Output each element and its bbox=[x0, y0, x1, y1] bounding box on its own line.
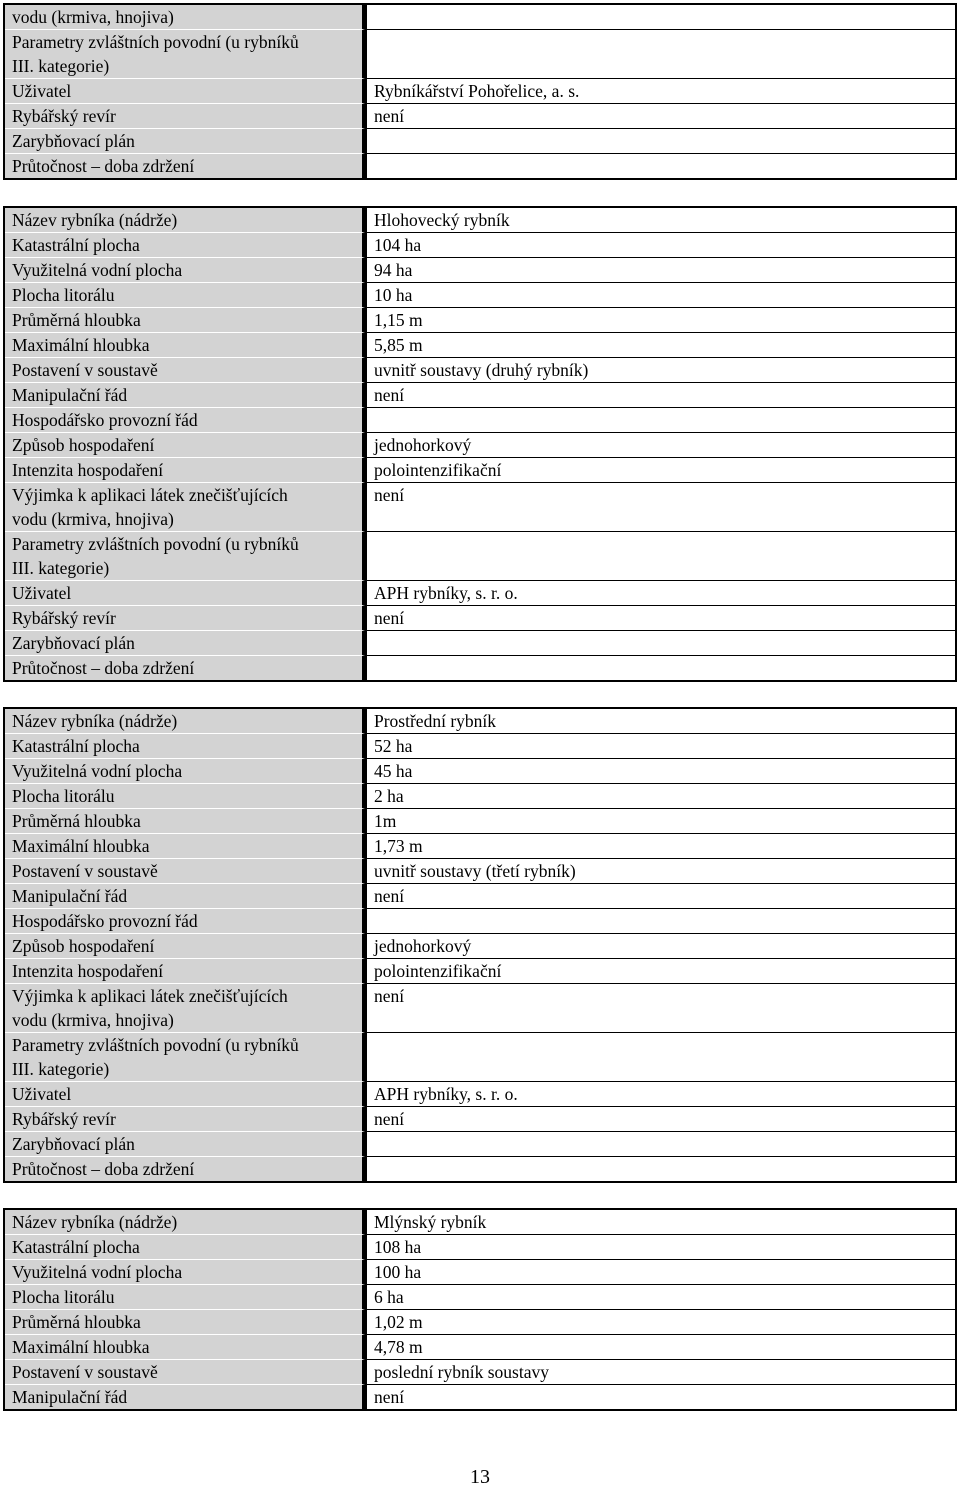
row-value: 45 ha bbox=[365, 758, 955, 783]
table-row bbox=[5, 1234, 955, 1259]
row-value: uvnitř soustavy (třetí rybník) bbox=[365, 858, 955, 883]
row-label bbox=[5, 958, 365, 983]
row-label-text: Zarybňovací plán bbox=[12, 633, 135, 653]
table-row bbox=[5, 858, 955, 883]
row-label bbox=[5, 655, 365, 680]
table-row bbox=[5, 482, 955, 531]
row-value: 1,02 m bbox=[365, 1309, 955, 1334]
row-label bbox=[5, 103, 365, 128]
row-value: jednohorkový bbox=[365, 933, 955, 958]
row-label bbox=[5, 1131, 365, 1156]
row-label bbox=[5, 1156, 365, 1181]
row-label bbox=[5, 1284, 365, 1309]
row-label-text: Postavení v soustavě bbox=[12, 360, 158, 380]
table-row bbox=[5, 1309, 955, 1334]
row-label-text: Plocha litorálu bbox=[12, 1287, 115, 1307]
table-row bbox=[5, 758, 955, 783]
row-value bbox=[365, 1156, 955, 1181]
row-label-text: Rybářský revír bbox=[12, 1109, 116, 1129]
row-label-text-line2: vodu (krmiva, hnojiva) bbox=[12, 1010, 174, 1030]
row-value: 1,15 m bbox=[365, 307, 955, 332]
row-label bbox=[5, 933, 365, 958]
row-label bbox=[5, 630, 365, 655]
table-row bbox=[5, 78, 955, 103]
row-label bbox=[5, 531, 365, 580]
row-label-text: Zarybňovací plán bbox=[12, 1134, 135, 1154]
row-label-text: Maximální hloubka bbox=[12, 335, 150, 355]
row-label bbox=[5, 282, 365, 307]
row-value: není bbox=[365, 883, 955, 908]
row-label bbox=[5, 232, 365, 257]
row-label-text: Manipulační řád bbox=[12, 886, 128, 906]
row-label bbox=[5, 983, 365, 1032]
row-value bbox=[365, 1131, 955, 1156]
table-row bbox=[5, 983, 955, 1032]
table-row bbox=[5, 457, 955, 482]
row-label bbox=[5, 29, 365, 78]
row-label bbox=[5, 1334, 365, 1359]
row-label bbox=[5, 1384, 365, 1409]
row-label-text: Využitelná vodní plocha bbox=[12, 260, 183, 280]
row-value: není bbox=[365, 1106, 955, 1131]
table-row bbox=[5, 808, 955, 833]
row-value: jednohorkový bbox=[365, 432, 955, 457]
table-row bbox=[5, 580, 955, 605]
table-row bbox=[5, 1156, 955, 1181]
row-value bbox=[365, 153, 955, 178]
table-row bbox=[5, 432, 955, 457]
row-value: uvnitř soustavy (druhý rybník) bbox=[365, 357, 955, 382]
row-label bbox=[5, 709, 365, 733]
row-label-text-line2: III. kategorie) bbox=[12, 558, 110, 578]
row-label bbox=[5, 1081, 365, 1106]
row-label-text: Rybářský revír bbox=[12, 106, 116, 126]
row-value bbox=[365, 630, 955, 655]
row-label-text: Manipulační řád bbox=[12, 1387, 128, 1407]
row-label-text: Parametry zvláštních povodní (u rybníků bbox=[12, 534, 299, 554]
row-label-text: Maximální hloubka bbox=[12, 836, 150, 856]
row-value: Prostřední rybník bbox=[365, 709, 955, 733]
row-value: není bbox=[365, 983, 955, 1032]
pond-table-hlohovecky bbox=[3, 206, 957, 682]
table-row bbox=[5, 908, 955, 933]
row-value: Mlýnský rybník bbox=[365, 1210, 955, 1234]
row-value: 4,78 m bbox=[365, 1334, 955, 1359]
table-row bbox=[5, 332, 955, 357]
row-label-text: Název rybníka (nádrže) bbox=[12, 210, 178, 230]
row-label-text: Využitelná vodní plocha bbox=[12, 1262, 183, 1282]
row-label bbox=[5, 257, 365, 282]
row-value: není bbox=[365, 103, 955, 128]
row-label bbox=[5, 758, 365, 783]
row-label-text: Průtočnost – doba zdržení bbox=[12, 658, 195, 678]
row-label-text: Výjimka k aplikaci látek znečišťujících bbox=[12, 986, 288, 1006]
row-label bbox=[5, 1234, 365, 1259]
row-value bbox=[365, 29, 955, 78]
row-label-text: Hospodářsko provozní řád bbox=[12, 410, 198, 430]
row-label bbox=[5, 382, 365, 407]
row-value bbox=[365, 655, 955, 680]
table-row bbox=[5, 1081, 955, 1106]
row-label bbox=[5, 858, 365, 883]
row-label-text: Katastrální plocha bbox=[12, 736, 140, 756]
row-label bbox=[5, 883, 365, 908]
row-label-text: Průtočnost – doba zdržení bbox=[12, 1159, 195, 1179]
pond-table-mlynsky bbox=[3, 1208, 957, 1411]
row-value: poslední rybník soustavy bbox=[365, 1359, 955, 1384]
table-row bbox=[5, 1359, 955, 1384]
row-value: 52 ha bbox=[365, 733, 955, 758]
row-label-text: Intenzita hospodaření bbox=[12, 961, 164, 981]
row-label bbox=[5, 407, 365, 432]
row-label-text: Parametry zvláštních povodní (u rybníků bbox=[12, 32, 299, 52]
row-value: není bbox=[365, 1384, 955, 1409]
row-label-text: Intenzita hospodaření bbox=[12, 460, 164, 480]
row-label-text: Hospodářsko provozní řád bbox=[12, 911, 198, 931]
row-value bbox=[365, 531, 955, 580]
row-label bbox=[5, 78, 365, 103]
row-value: není bbox=[365, 605, 955, 630]
table-row bbox=[5, 709, 955, 733]
table-row bbox=[5, 1384, 955, 1409]
row-label-text: Průměrná hloubka bbox=[12, 1312, 141, 1332]
row-label-text-line2: III. kategorie) bbox=[12, 1059, 110, 1079]
row-value: 5,85 m bbox=[365, 332, 955, 357]
row-label-text: vodu (krmiva, hnojiva) bbox=[12, 7, 174, 27]
table-row bbox=[5, 5, 955, 29]
table-row bbox=[5, 1284, 955, 1309]
row-label bbox=[5, 357, 365, 382]
row-label-text: Způsob hospodaření bbox=[12, 435, 155, 455]
row-label-text: Katastrální plocha bbox=[12, 1237, 140, 1257]
row-value: není bbox=[365, 482, 955, 531]
row-value: 6 ha bbox=[365, 1284, 955, 1309]
row-label bbox=[5, 908, 365, 933]
row-label-text: Zarybňovací plán bbox=[12, 131, 135, 151]
row-value: není bbox=[365, 382, 955, 407]
row-value bbox=[365, 908, 955, 933]
table-row bbox=[5, 1210, 955, 1234]
table-row bbox=[5, 933, 955, 958]
row-label-text: Uživatel bbox=[12, 583, 72, 603]
row-value bbox=[365, 5, 955, 29]
row-label-text-line2: vodu (krmiva, hnojiva) bbox=[12, 509, 174, 529]
page-number: 13 bbox=[470, 1466, 490, 1488]
row-value bbox=[365, 128, 955, 153]
row-label bbox=[5, 1106, 365, 1131]
row-value: 108 ha bbox=[365, 1234, 955, 1259]
row-label bbox=[5, 808, 365, 833]
row-value: polointenzifikační bbox=[365, 457, 955, 482]
row-value bbox=[365, 407, 955, 432]
table-row bbox=[5, 1131, 955, 1156]
row-value: polointenzifikační bbox=[365, 958, 955, 983]
row-label bbox=[5, 783, 365, 808]
row-value: 2 ha bbox=[365, 783, 955, 808]
table-row bbox=[5, 833, 955, 858]
row-label bbox=[5, 1259, 365, 1284]
row-label-text: Katastrální plocha bbox=[12, 235, 140, 255]
row-label-text: Uživatel bbox=[12, 1084, 72, 1104]
table-row bbox=[5, 605, 955, 630]
row-label bbox=[5, 1309, 365, 1334]
table-row bbox=[5, 407, 955, 432]
row-label-text-line2: III. kategorie) bbox=[12, 56, 110, 76]
row-label bbox=[5, 1210, 365, 1234]
table-row bbox=[5, 783, 955, 808]
table-row bbox=[5, 29, 955, 78]
pond-table-prostredni bbox=[3, 707, 957, 1183]
row-label-text: Plocha litorálu bbox=[12, 285, 115, 305]
row-label-text: Plocha litorálu bbox=[12, 786, 115, 806]
pond-table-continued bbox=[3, 3, 957, 180]
row-label bbox=[5, 580, 365, 605]
row-label bbox=[5, 432, 365, 457]
row-label bbox=[5, 1032, 365, 1081]
row-label-text: Průměrná hloubka bbox=[12, 310, 141, 330]
row-label-text: Název rybníka (nádrže) bbox=[12, 1212, 178, 1232]
table-row bbox=[5, 307, 955, 332]
row-label bbox=[5, 1359, 365, 1384]
table-row bbox=[5, 232, 955, 257]
table-row bbox=[5, 282, 955, 307]
row-label bbox=[5, 208, 365, 232]
row-label bbox=[5, 128, 365, 153]
table-row bbox=[5, 153, 955, 178]
table-row bbox=[5, 128, 955, 153]
row-label-text: Využitelná vodní plocha bbox=[12, 761, 183, 781]
row-value: APH rybníky, s. r. o. bbox=[365, 580, 955, 605]
table-row bbox=[5, 1032, 955, 1081]
row-value: APH rybníky, s. r. o. bbox=[365, 1081, 955, 1106]
row-label-text: Výjimka k aplikaci látek znečišťujících bbox=[12, 485, 288, 505]
table-row bbox=[5, 733, 955, 758]
row-value: 104 ha bbox=[365, 232, 955, 257]
row-label-text: Manipulační řád bbox=[12, 385, 128, 405]
row-label bbox=[5, 332, 365, 357]
row-value bbox=[365, 1032, 955, 1081]
table-row bbox=[5, 883, 955, 908]
row-value: 94 ha bbox=[365, 257, 955, 282]
row-label bbox=[5, 153, 365, 178]
row-label bbox=[5, 605, 365, 630]
row-label bbox=[5, 482, 365, 531]
table-row bbox=[5, 1106, 955, 1131]
row-label-text: Průměrná hloubka bbox=[12, 811, 141, 831]
row-label bbox=[5, 5, 365, 29]
row-value: 10 ha bbox=[365, 282, 955, 307]
table-row bbox=[5, 257, 955, 282]
row-label-text: Postavení v soustavě bbox=[12, 861, 158, 881]
table-row bbox=[5, 382, 955, 407]
table-row bbox=[5, 630, 955, 655]
row-label-text: Průtočnost – doba zdržení bbox=[12, 156, 195, 176]
row-label-text: Způsob hospodaření bbox=[12, 936, 155, 956]
row-value: Hlohovecký rybník bbox=[365, 208, 955, 232]
row-label bbox=[5, 307, 365, 332]
table-row bbox=[5, 357, 955, 382]
row-value: 1,73 m bbox=[365, 833, 955, 858]
table-row bbox=[5, 655, 955, 680]
row-label bbox=[5, 457, 365, 482]
row-label-text: Parametry zvláštních povodní (u rybníků bbox=[12, 1035, 299, 1055]
table-row bbox=[5, 531, 955, 580]
row-value: Rybníkářství Pohořelice, a. s. bbox=[365, 78, 955, 103]
table-row bbox=[5, 1259, 955, 1284]
row-label bbox=[5, 733, 365, 758]
table-row bbox=[5, 103, 955, 128]
row-label-text: Rybářský revír bbox=[12, 608, 116, 628]
row-label-text: Uživatel bbox=[12, 81, 72, 101]
row-value: 100 ha bbox=[365, 1259, 955, 1284]
row-label bbox=[5, 833, 365, 858]
table-row bbox=[5, 958, 955, 983]
row-label-text: Název rybníka (nádrže) bbox=[12, 711, 178, 731]
table-row bbox=[5, 1334, 955, 1359]
table-row bbox=[5, 208, 955, 232]
row-label-text: Maximální hloubka bbox=[12, 1337, 150, 1357]
row-label-text: Postavení v soustavě bbox=[12, 1362, 158, 1382]
row-value: 1m bbox=[365, 808, 955, 833]
